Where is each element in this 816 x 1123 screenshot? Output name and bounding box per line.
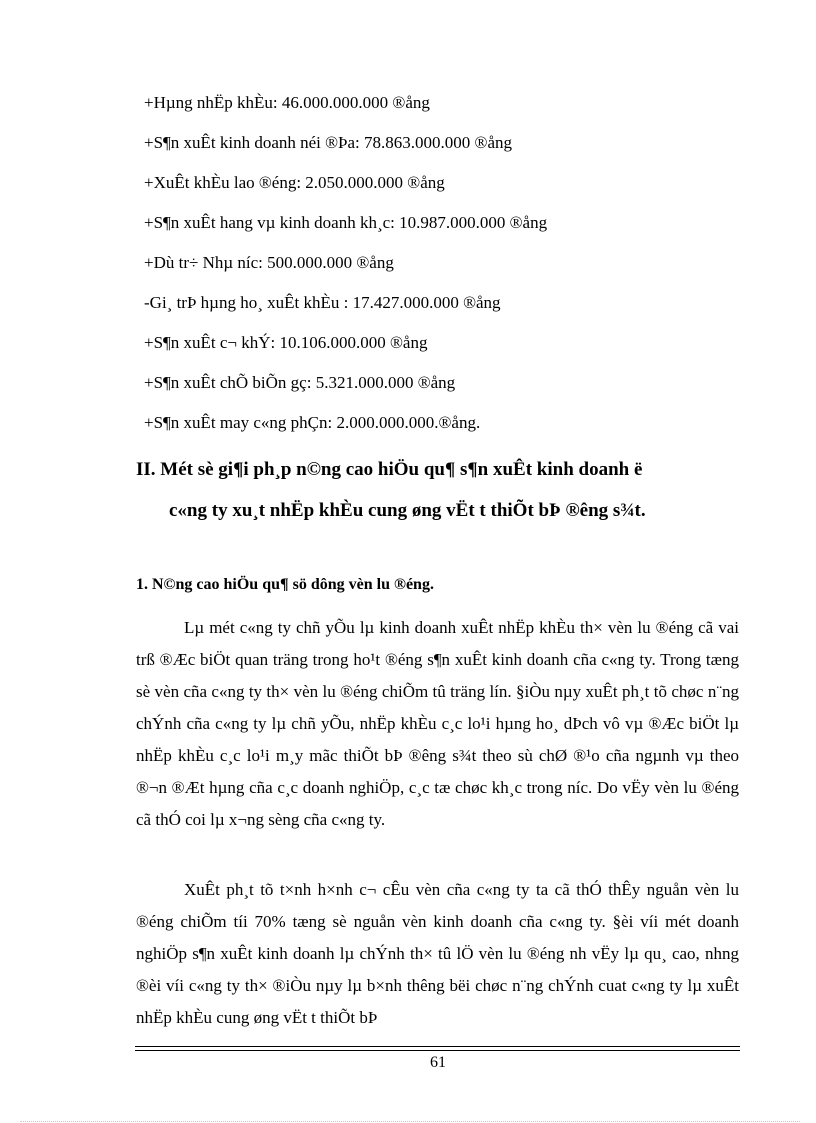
footer-rule xyxy=(135,1046,740,1047)
list-item: +Hµng nhËp khÈu: 46.000.000.000 ®ång xyxy=(144,93,430,112)
page-number: 61 xyxy=(430,1054,446,1071)
footer-rule xyxy=(135,1050,740,1051)
section-heading-line-1: II. Mét sè gi¶i ph¸p n©ng cao hiÖu qu¶ s¶n xuÊt kinh doanh ë xyxy=(136,459,643,480)
paragraph: XuÊt ph¸t tõ t×nh h×nh c¬ cÊu vèn cña c«ng ty ta cã thÓ thÊy nguån vèn lu ®éng chiÕm tíi 70% tæng sè nguån vèn kinh doanh cña c«ng ty. §èi víi mét doanh nghiÖp s¶n xuÊt kinh doanh lµ chÝnh th× tû lÖ vèn lu ®éng nh vËy lµ qu¸ cao, nhng ®èi víi c«ng ty th× ®iÒu nµy lµ b×nh thêng bëi chøc n¨ng chÝnh cuat c«ng ty lµ xuÊt nhËp khÈu cung øng vËt t thiÕt bÞ xyxy=(136,880,739,1027)
section-heading-line-2: c«ng ty xu¸t nhËp khÈu cung øng vËt t thiÕt bÞ ®êng s¾t. xyxy=(169,500,646,521)
list-item: +S¶n xuÊt chÕ biÕn gç: 5.321.000.000 ®ång xyxy=(144,373,456,392)
list-item: +S¶n xuÊt hang vµ kinh doanh kh¸c: 10.987.000.000 ®ång xyxy=(144,213,548,232)
list-item: +S¶n xuÊt c¬ khÝ: 10.106.000.000 ®ång xyxy=(144,333,428,352)
subsection-heading: 1. N©ng cao hiÖu qu¶ sö dông vèn lu ®éng. xyxy=(136,576,434,593)
list-item: +S¶n xuÊt may c«ng phÇn: 2.000.000.000.®ång. xyxy=(144,413,481,432)
paragraph: Lµ mét c«ng ty chñ yÕu lµ kinh doanh xuÊt nhËp khÈu th× vèn lu ®éng cã vai trß ®Æc biÖt quan träng trong ho¹t ®éng s¶n xuÊt kinh doanh cña c«ng ty. Trong tæng sè vèn cña c«ng ty th× vèn lu ®éng chiÕm tû träng lín. §iÒu nµy xuÊt ph¸t tõ chøc n¨ng chÝnh cña c«ng ty lµ chñ yÕu, nhËp khÈu c¸c lo¹i hµng ho¸ dÞch vô vµ ®Æc biÖt lµ nhËp khÈu c¸c lo¹i m¸y mãc thiÕt bÞ ®êng s¾t theo sù chØ ®¹o cña ngµnh vµ theo ®¬n ®Æt hµng cña c¸c doanh nghiÖp, c¸c tæ chøc kh¸c trong níc. Do vËy vèn lu ®éng cã thÓ coi lµ x¬ng sèng cña c«ng ty. xyxy=(136,618,739,829)
list-item: -Gi¸ trÞ hµng ho¸ xuÊt khÈu : 17.427.000.000 ®ång xyxy=(144,293,501,312)
list-item: +Dù tr÷ Nhµ níc: 500.000.000 ®ång xyxy=(144,253,394,272)
page-edge-border xyxy=(20,1121,800,1122)
section-heading xyxy=(136,458,746,523)
list-item: +XuÊt khÈu lao ®éng: 2.050.000.000 ®ång xyxy=(144,173,445,192)
list-item: +S¶n xuÊt kinh doanh néi ®Þa: 78.863.000.000 ®ång xyxy=(144,133,512,152)
